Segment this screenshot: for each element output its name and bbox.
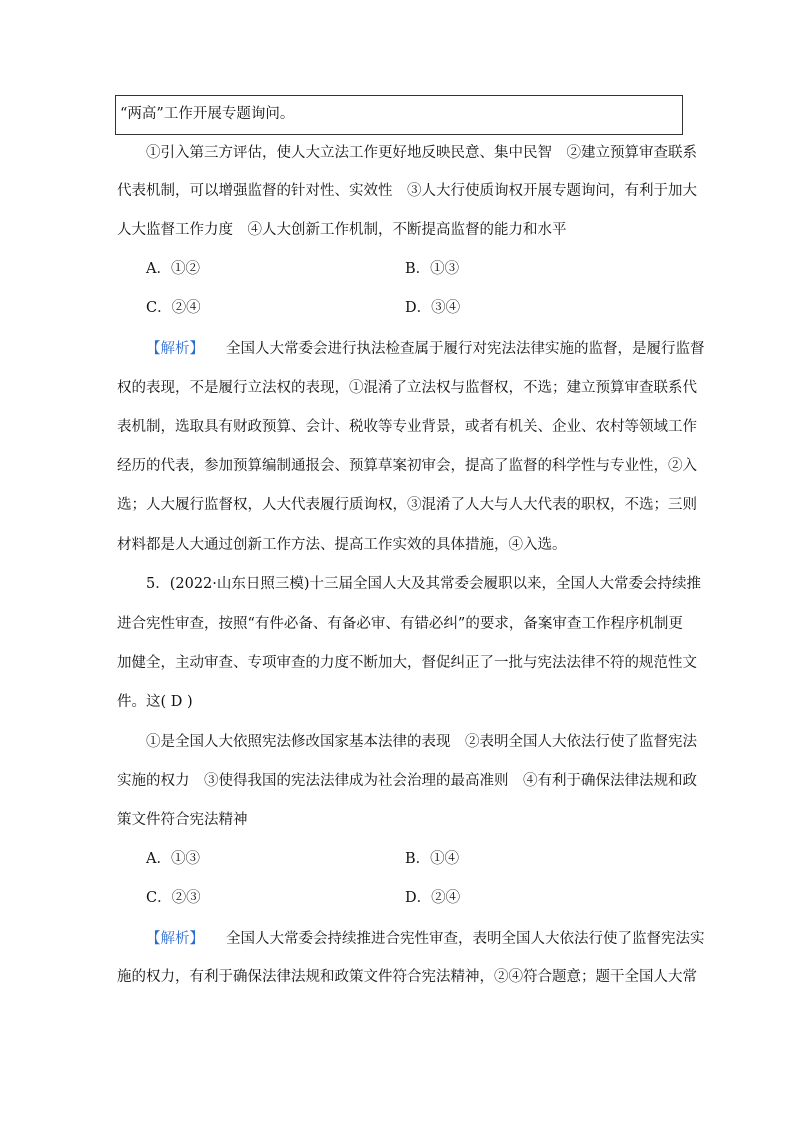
q4-statement-line-3: 人大监督工作力度 ④人大创新工作机制，不断提高监督的能力和水平 bbox=[117, 222, 567, 238]
q5-question-line-3: 加健全，主动审查、专项审查的力度不断加大，督促纠正了一批与宪法法律不符的规范性文 bbox=[117, 655, 697, 671]
q5-question-line-1: 5．(2022·山东日照三模)十三届全国人大及其常委会履职以来，全国人大常委会持续推 bbox=[146, 576, 702, 592]
q5-statement-line-3: 策文件符合宪法精神 bbox=[117, 812, 248, 828]
q5-analysis-text-1: 全国人大常委会持续推进合宪性审查，表明全国人大依法行使了监督宪法实 bbox=[226, 931, 705, 947]
box-text: “两高”工作开展专题询问。 bbox=[120, 106, 295, 122]
q5-question-line-4: 件。这( D ) bbox=[117, 694, 193, 710]
q4-analysis-line-2: 权的表现，不是履行立法权的表现，①混淆了立法权与监督权，不选；建立预算审查联系代 bbox=[117, 380, 697, 396]
q5-statement-line-2: 实施的权力 ③使得我国的宪法法律成为社会治理的最高准则 ④有利于确保法律法规和政 bbox=[117, 773, 697, 789]
q4-option-a[interactable]: A．①② bbox=[146, 261, 200, 277]
q4-analysis-tag: 【解析】 bbox=[146, 341, 204, 357]
q5-analysis-line-1 bbox=[146, 929, 705, 949]
q4-option-c[interactable]: C．②④ bbox=[146, 300, 201, 316]
q4-analysis-line-4: 经历的代表，参加预算编制通报会、预算草案初审会，提高了监督的科学性与专业性，②入 bbox=[117, 458, 697, 474]
q4-analysis-text-1: 全国人大常委会进行执法检查属于履行对宪法法律实施的监督，是履行监督 bbox=[226, 341, 705, 357]
q4-statement-line-1: ①引入第三方评估，使人大立法工作更好地反映民意、集中民智 ②建立预算审查联系 bbox=[146, 145, 697, 161]
q4-statement-line-2: 代表机制，可以增强监督的针对性、实效性 ③人大行使质询权开展专题询问，有利于加大 bbox=[117, 183, 697, 199]
q5-analysis-tag: 【解析】 bbox=[146, 931, 204, 947]
q4-analysis-line-1 bbox=[146, 339, 705, 359]
q5-option-d[interactable]: D．②④ bbox=[405, 890, 461, 906]
q5-option-c[interactable]: C．②③ bbox=[146, 890, 201, 906]
q4-analysis-line-3: 表机制，选取具有财政预算、会计、税收等专业背景，或者有机关、企业、农村等领域工作 bbox=[117, 419, 697, 435]
q5-option-a[interactable]: A．①③ bbox=[146, 851, 200, 867]
q5-statement-line-1: ①是全国人大依照宪法修改国家基本法律的表现 ②表明全国人大依法行使了监督宪法 bbox=[146, 734, 697, 750]
q4-analysis-line-5: 选；人大履行监督权，人大代表履行质询权，③混淆了人大与人大代表的职权，不选；三则 bbox=[117, 497, 697, 513]
q4-option-d[interactable]: D．③④ bbox=[405, 300, 461, 316]
q5-question-line-2: 进合宪性审查，按照“有件必备、有备必审、有错必纠”的要求，备案审查工作程序机制更 bbox=[117, 616, 683, 632]
q4-option-b[interactable]: B．①③ bbox=[405, 261, 460, 277]
q4-analysis-line-6: 材料都是人大通过创新工作方法、提高工作实效的具体措施，④入选。 bbox=[117, 537, 567, 553]
q5-analysis-line-2: 施的权力，有利于确保法律法规和政策文件符合宪法精神，②④符合题意；题干全国人大常 bbox=[117, 969, 697, 985]
q5-option-b[interactable]: B．①④ bbox=[405, 851, 460, 867]
